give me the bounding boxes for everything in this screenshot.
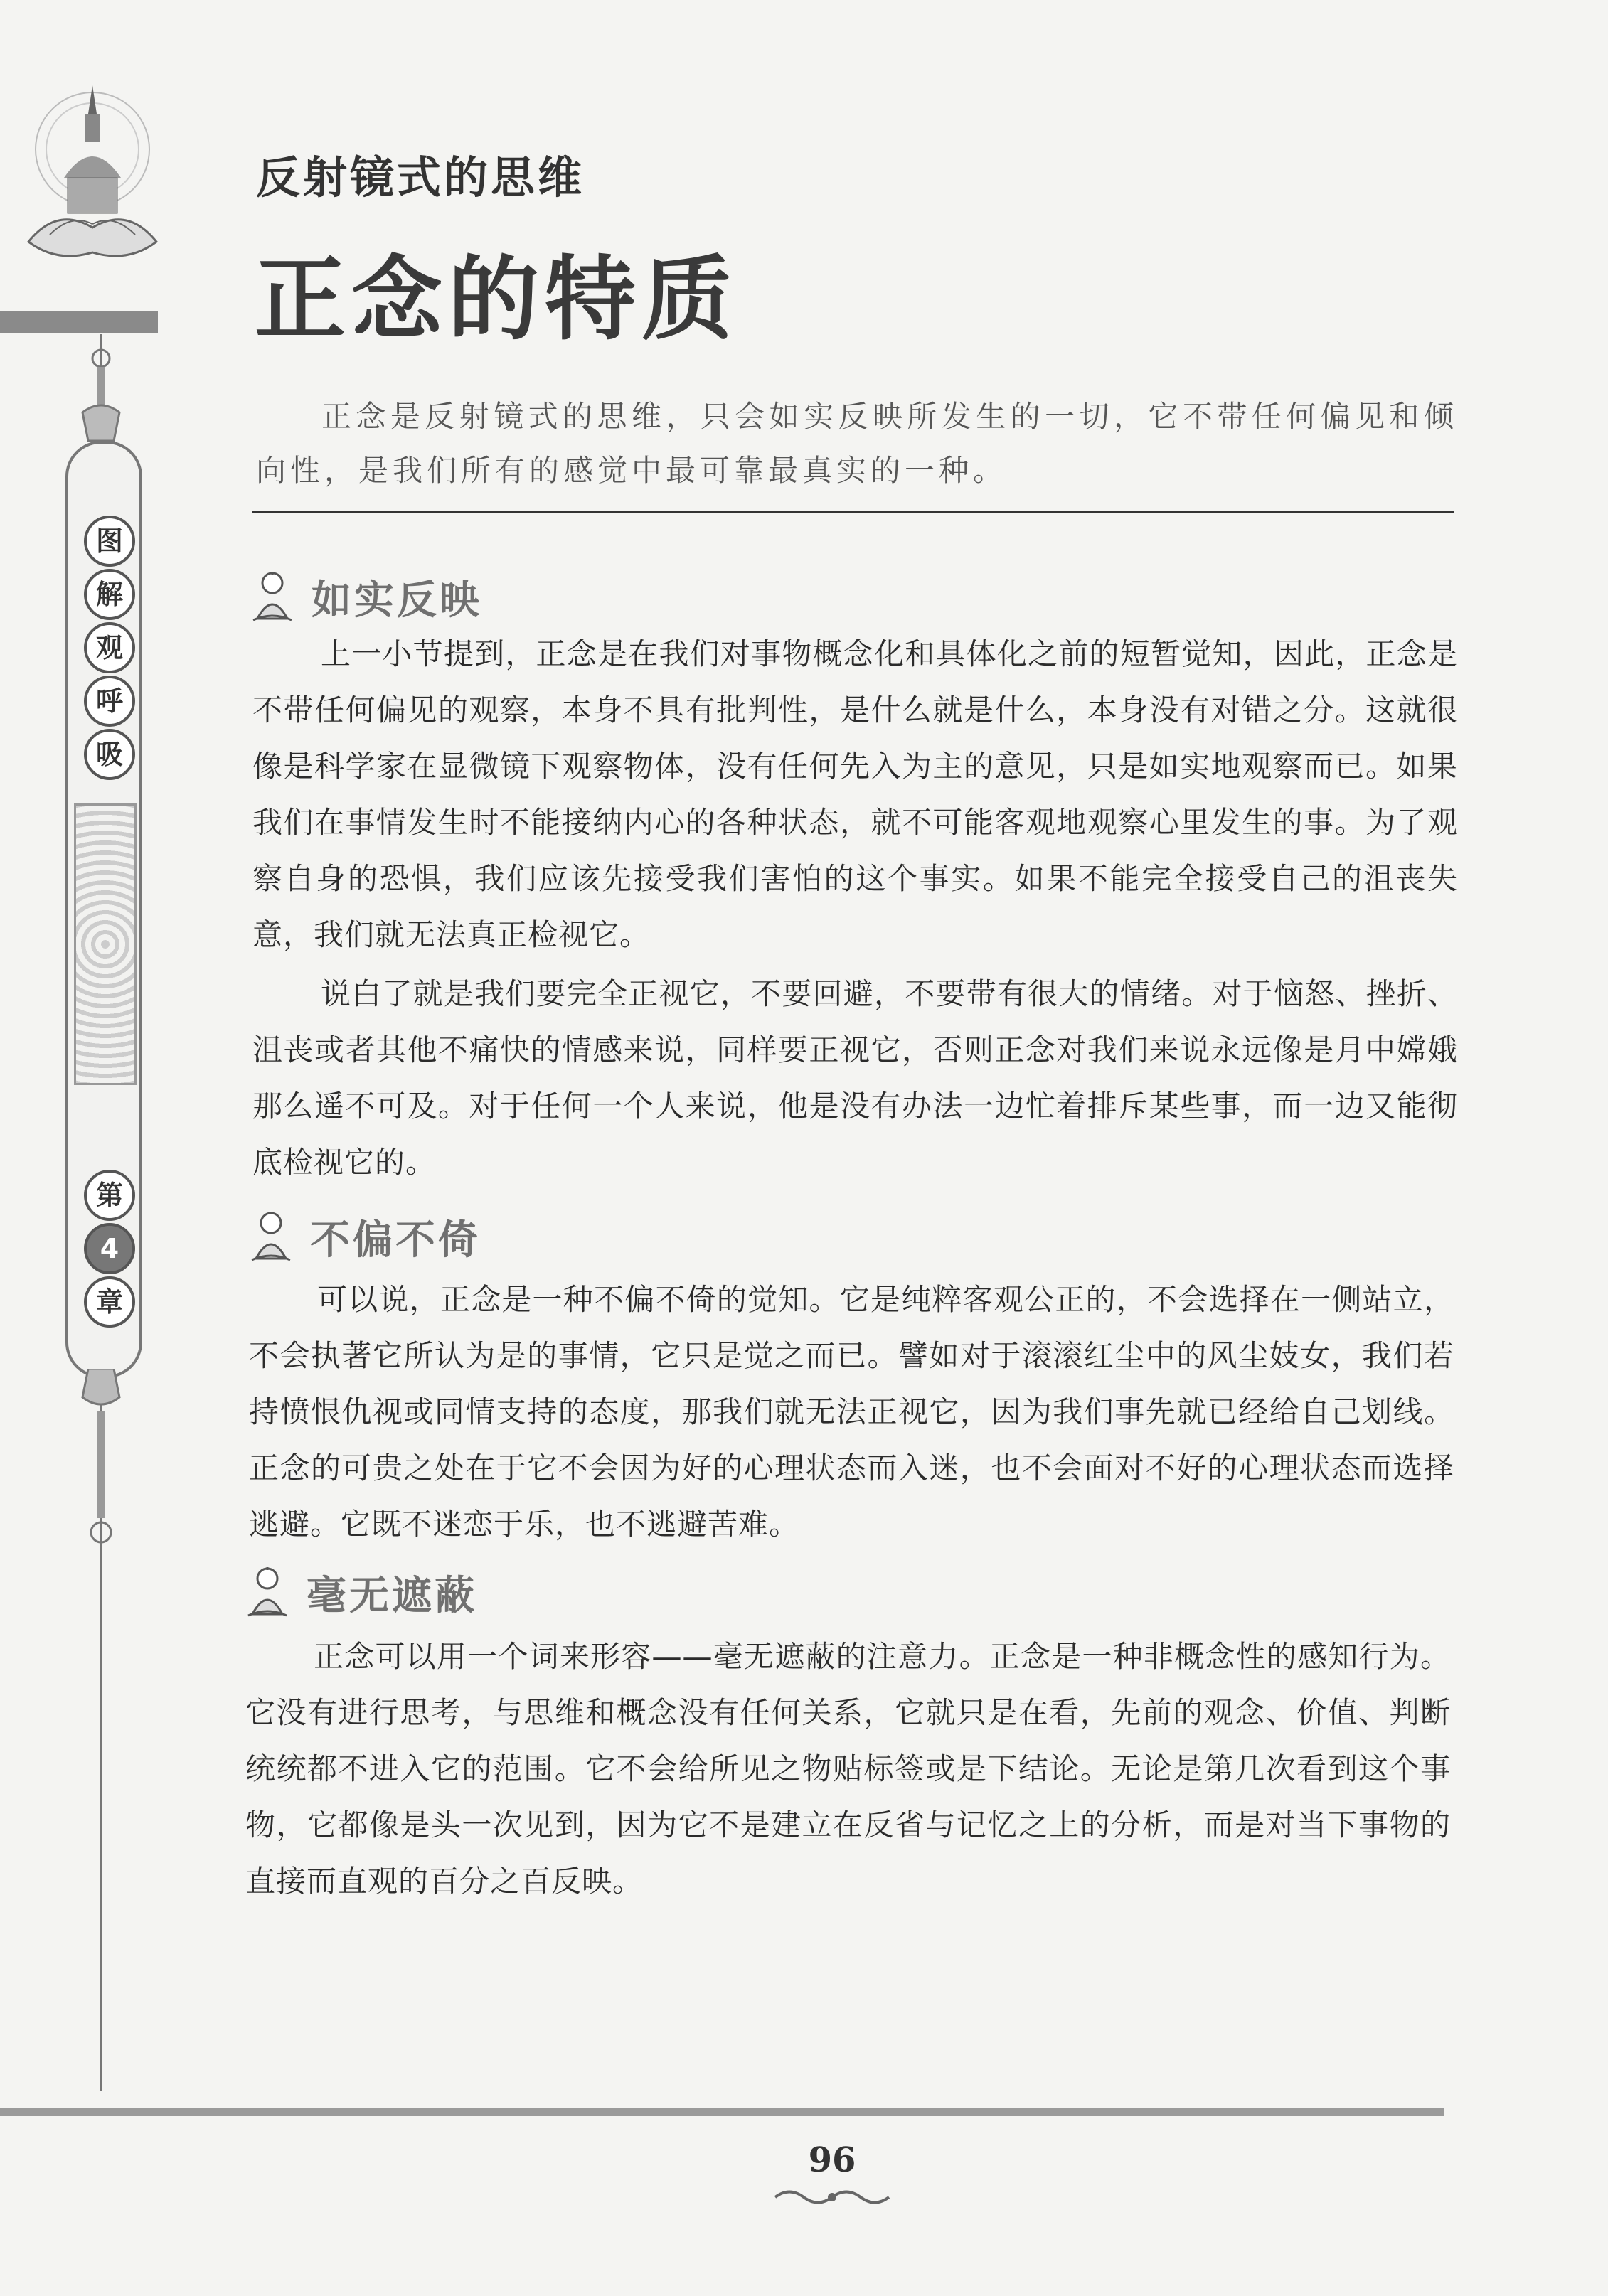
intro-divider: [252, 511, 1454, 513]
footer-rule: [0, 2108, 1444, 2116]
chapter-char-3: 章: [84, 1276, 135, 1328]
section-3-paragraph-1: 正念可以用一个词来形容——毫无遮蔽的注意力。正念是一种非概念性的感知行为。它没有进行思考，与思维和概念没有任何关系，它就只是在看，先前的观念、价值、判断统统都不进入它的范围。它不会给所见之物贴标签或是下结论。无论是第几次看到这个事物，它都像是头一次见到，因为它不是建立在反省与记忆之上的分析，而是对当下事物的直接而直观的百分之百反映。: [245, 1639, 1451, 1899]
book-title-char-4: 呼: [84, 676, 135, 727]
cloud-ornament-icon: [768, 2183, 896, 2211]
section-heading-2: 不偏不倚: [310, 1217, 481, 1264]
book-title-char-2: 解: [84, 569, 135, 620]
side-ornament-pattern: [74, 803, 137, 1085]
page-title: 正念的特质: [255, 246, 739, 353]
stupa-lotus-logo: [14, 71, 171, 284]
page-number: 96: [808, 2140, 856, 2180]
book-title-char-5: 吸: [84, 729, 135, 780]
meditating-figure-icon: [250, 569, 294, 624]
section-1-paragraph-2: 说白了就是我们要完全正视它，不要回避，不要带有很大的情绪。对于恼怒、挫折、沮丧或者其他不痛快的情感来说，同样要正视它，否则正念对我们来说永远像是月中嫦娥那么遥不可及。对于任何一个人来说，他是没有办法一边忙着排斥某些事，而一边又能彻底检视它的。: [252, 976, 1458, 1180]
chapter-number: 4: [84, 1223, 135, 1274]
book-title-char-3: 观: [84, 622, 135, 673]
left-header-bar: [0, 311, 158, 333]
section-2-paragraph-1: 可以说，正念是一种不偏不倚的觉知。它是纯粹客观公正的，不会选择在一侧站立，不会执著它所认为是的事情，它只是觉之而已。譬如对于滚滚红尘中的风尘妓女，我们若持愤恨仇视或同情支持的态度，那我们就无法正视它，因为我们事先就已经给自己划线。正念的可贵之处在于它不会因为好的心理状态而入迷，也不会面对不好的心理状态而选择逃避。它既不迷恋于乐，也不逃避苦难。: [249, 1282, 1454, 1542]
book-title-char-1: 图: [84, 516, 135, 567]
scroll-finial-bottom: [78, 1369, 124, 1554]
section-heading-1: 如实反映: [312, 577, 482, 624]
section-1-paragraph-1: 上一小节提到，正念是在我们对事物概念化和具体化之前的短暂觉知，因此，正念是不带任何偏见的观察，本身不具有批判性，是什么就是什么，本身没有对错之分。这就很像是科学家在显微镜下观察物体，没有任何先入为主的意见，只是如实地观察而已。如果我们在事情发生时不能接纳内心的各种状态，就不可能客观地观察心里发生的事。为了观察自身的恐惧，我们应该先接受我们害怕的这个事实。如果不能完全接受自己的沮丧失意，我们就无法真正检视它。: [252, 636, 1458, 952]
meditating-figure-icon: [245, 1564, 289, 1620]
chapter-char-1: 第: [84, 1170, 135, 1221]
page-subtitle: 反射镜式的思维: [256, 151, 585, 203]
meditating-figure-icon: [249, 1209, 293, 1264]
section-heading-3: 毫无遮蔽: [307, 1572, 477, 1619]
intro-text: 正念是反射镜式的思维，只会如实反映所发生的一切，它不带任何偏见和倾向性，是我们所有的感觉中最可靠最真实的一种。: [256, 399, 1458, 488]
scroll-finial-top: [78, 348, 124, 448]
